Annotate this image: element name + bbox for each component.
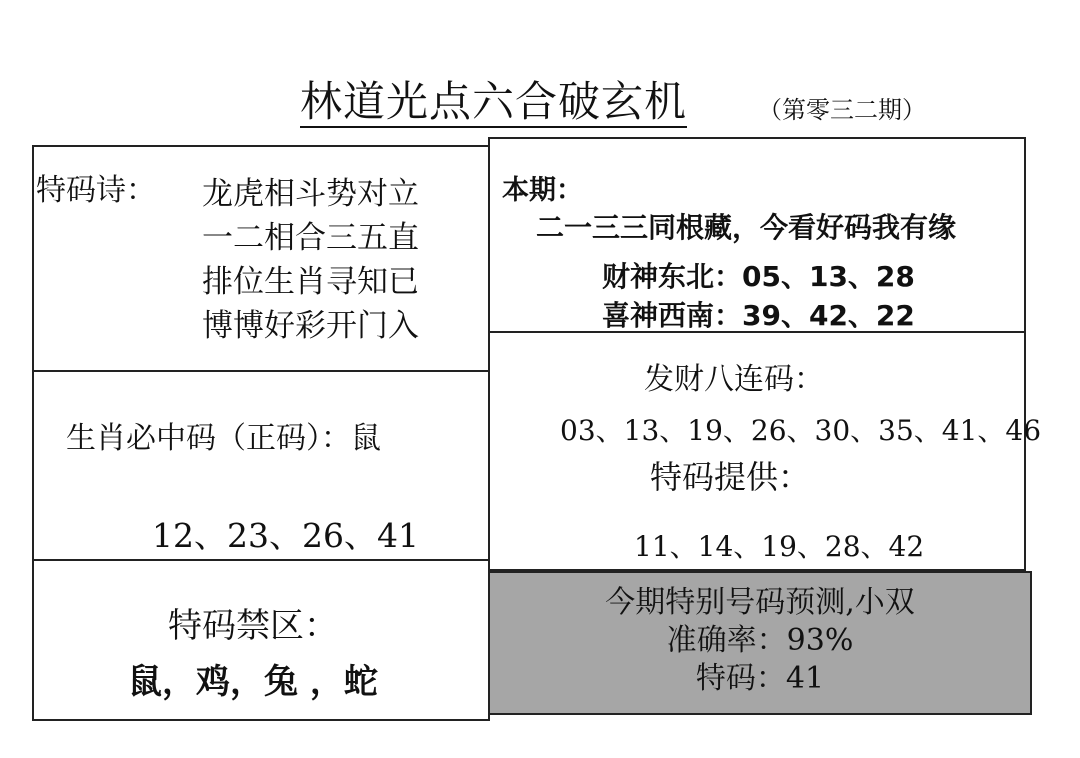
prediction-text <box>488 584 1032 698</box>
page-title: 林道光点六合破玄机 <box>300 78 687 128</box>
poem-line: 博博好彩开门入 <box>202 308 419 344</box>
prediction-line: 今期特别号码预测,小双 <box>605 585 915 620</box>
current-issue-verse: 二一三三同根藏，今看好码我有缘 <box>536 211 957 244</box>
poem-line: 一二相合三五直 <box>202 220 419 256</box>
eight-numbers-label: 发财八连码： <box>644 362 824 397</box>
zodiac-label: 生肖必中码（正码）：鼠 <box>66 421 381 456</box>
zodiac-numbers: 12、23、26、41 <box>152 516 419 555</box>
accuracy-line: 准确率：93% <box>666 623 854 658</box>
forbidden-animals: 鼠，鸡，兔 ，蛇 <box>128 662 378 702</box>
special-number-line: 特码：41 <box>695 661 825 696</box>
poem-lines <box>202 172 419 348</box>
special-numbers: 11、14、19、28、42 <box>634 530 925 563</box>
joy-god-numbers: 喜神西南：39、42、22 <box>602 299 915 332</box>
wealth-god-numbers: 财神东北：05、13、28 <box>602 260 915 293</box>
forbidden-label: 特码禁区： <box>168 606 338 646</box>
special-numbers-label: 特码提供： <box>650 458 811 496</box>
poem-line: 排位生肖寻知已 <box>202 264 419 300</box>
poem-label: 特码诗： <box>36 173 156 208</box>
current-issue-label: 本期： <box>502 175 583 206</box>
issue-number: （第零三二期） <box>758 96 926 124</box>
eight-numbers: 03、13、19、26、30、35、41、46 <box>560 414 1042 447</box>
poem-line: 龙虎相斗势对立 <box>202 176 419 212</box>
